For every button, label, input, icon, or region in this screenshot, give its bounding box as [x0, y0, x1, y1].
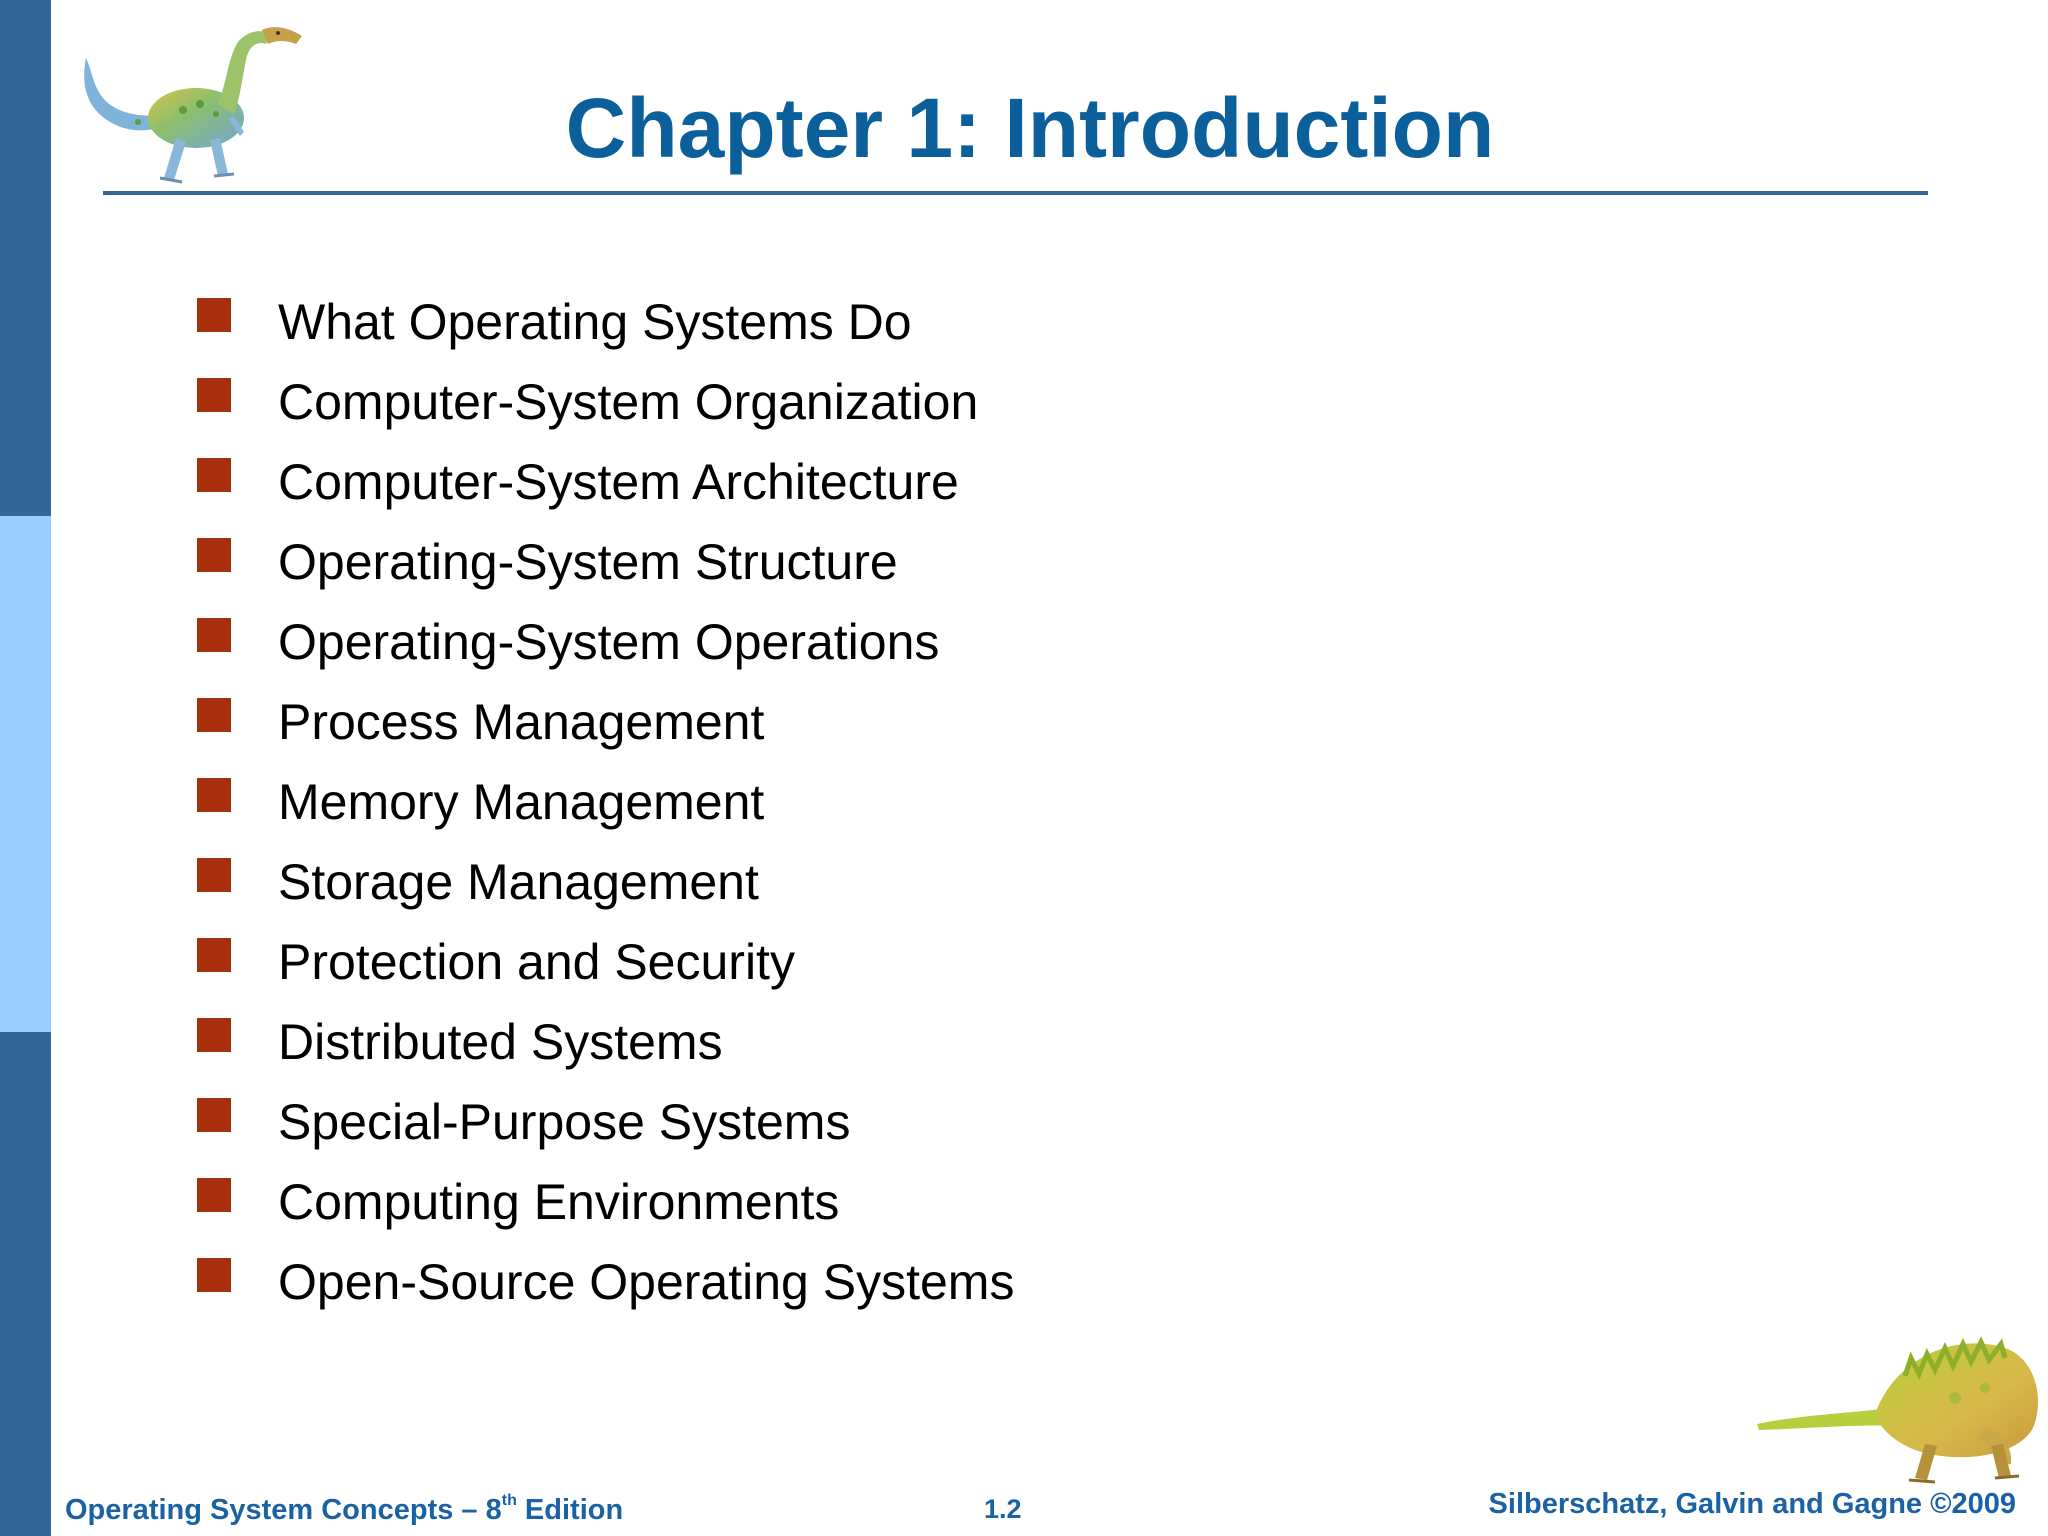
square-bullet-icon: [197, 938, 231, 972]
bullet-text: Operating-System Operations: [278, 614, 940, 670]
copyright-text: Silberschatz, Galvin and Gagne ©2009: [1488, 1488, 2016, 1520]
list-item: [197, 530, 1014, 610]
bullet-text: Storage Management: [278, 854, 759, 910]
square-bullet-icon: [197, 1258, 231, 1292]
list-item: [197, 1170, 1014, 1250]
page-title: Chapter 1: Introduction: [565, 81, 1495, 175]
list-item: [197, 850, 1014, 930]
list-item: [197, 770, 1014, 850]
bullet-text: Computer-System Organization: [278, 374, 979, 430]
square-bullet-icon: [197, 538, 231, 572]
bullet-list: [197, 290, 1014, 1330]
book-title-suffix: Edition: [516, 1494, 624, 1526]
bullet-text: What Operating Systems Do: [278, 294, 912, 350]
bullet-text: Process Management: [278, 694, 765, 750]
sidebar-band-bottom: [0, 1032, 51, 1536]
list-item: [197, 930, 1014, 1010]
bullet-text: Open-Source Operating Systems: [278, 1254, 1015, 1310]
bullet-text: Operating-System Structure: [278, 534, 898, 590]
bullet-text: Memory Management: [278, 774, 765, 830]
list-item: [197, 370, 1014, 450]
square-bullet-icon: [197, 1178, 231, 1212]
bullet-text: Protection and Security: [278, 934, 795, 990]
list-item: [197, 1010, 1014, 1090]
sidebar-band-middle: [0, 516, 51, 1032]
list-item: [197, 450, 1014, 530]
square-bullet-icon: [197, 378, 231, 412]
square-bullet-icon: [197, 458, 231, 492]
book-title-prefix: Operating System Concepts – 8: [65, 1494, 502, 1526]
title-divider: [103, 191, 1928, 195]
dinosaur-icon: [1755, 1318, 2045, 1488]
book-title: [65, 1494, 623, 1527]
dinosaur-icon: [78, 18, 318, 190]
bullet-text: Computing Environments: [278, 1174, 840, 1230]
square-bullet-icon: [197, 778, 231, 812]
list-item: [197, 1090, 1014, 1170]
book-title-superscript: th: [501, 1492, 517, 1509]
bullet-text: Distributed Systems: [278, 1014, 723, 1070]
list-item: [197, 1250, 1014, 1330]
bullet-text: Special-Purpose Systems: [278, 1094, 851, 1150]
bullet-text: Computer-System Architecture: [278, 454, 959, 510]
page-number: 1.2: [984, 1494, 1022, 1524]
list-item: [197, 290, 1014, 370]
sidebar-band-top: [0, 0, 51, 516]
square-bullet-icon: [197, 1018, 231, 1052]
square-bullet-icon: [197, 298, 231, 332]
square-bullet-icon: [197, 618, 231, 652]
square-bullet-icon: [197, 698, 231, 732]
square-bullet-icon: [197, 858, 231, 892]
list-item: [197, 690, 1014, 770]
square-bullet-icon: [197, 1098, 231, 1132]
list-item: [197, 610, 1014, 690]
